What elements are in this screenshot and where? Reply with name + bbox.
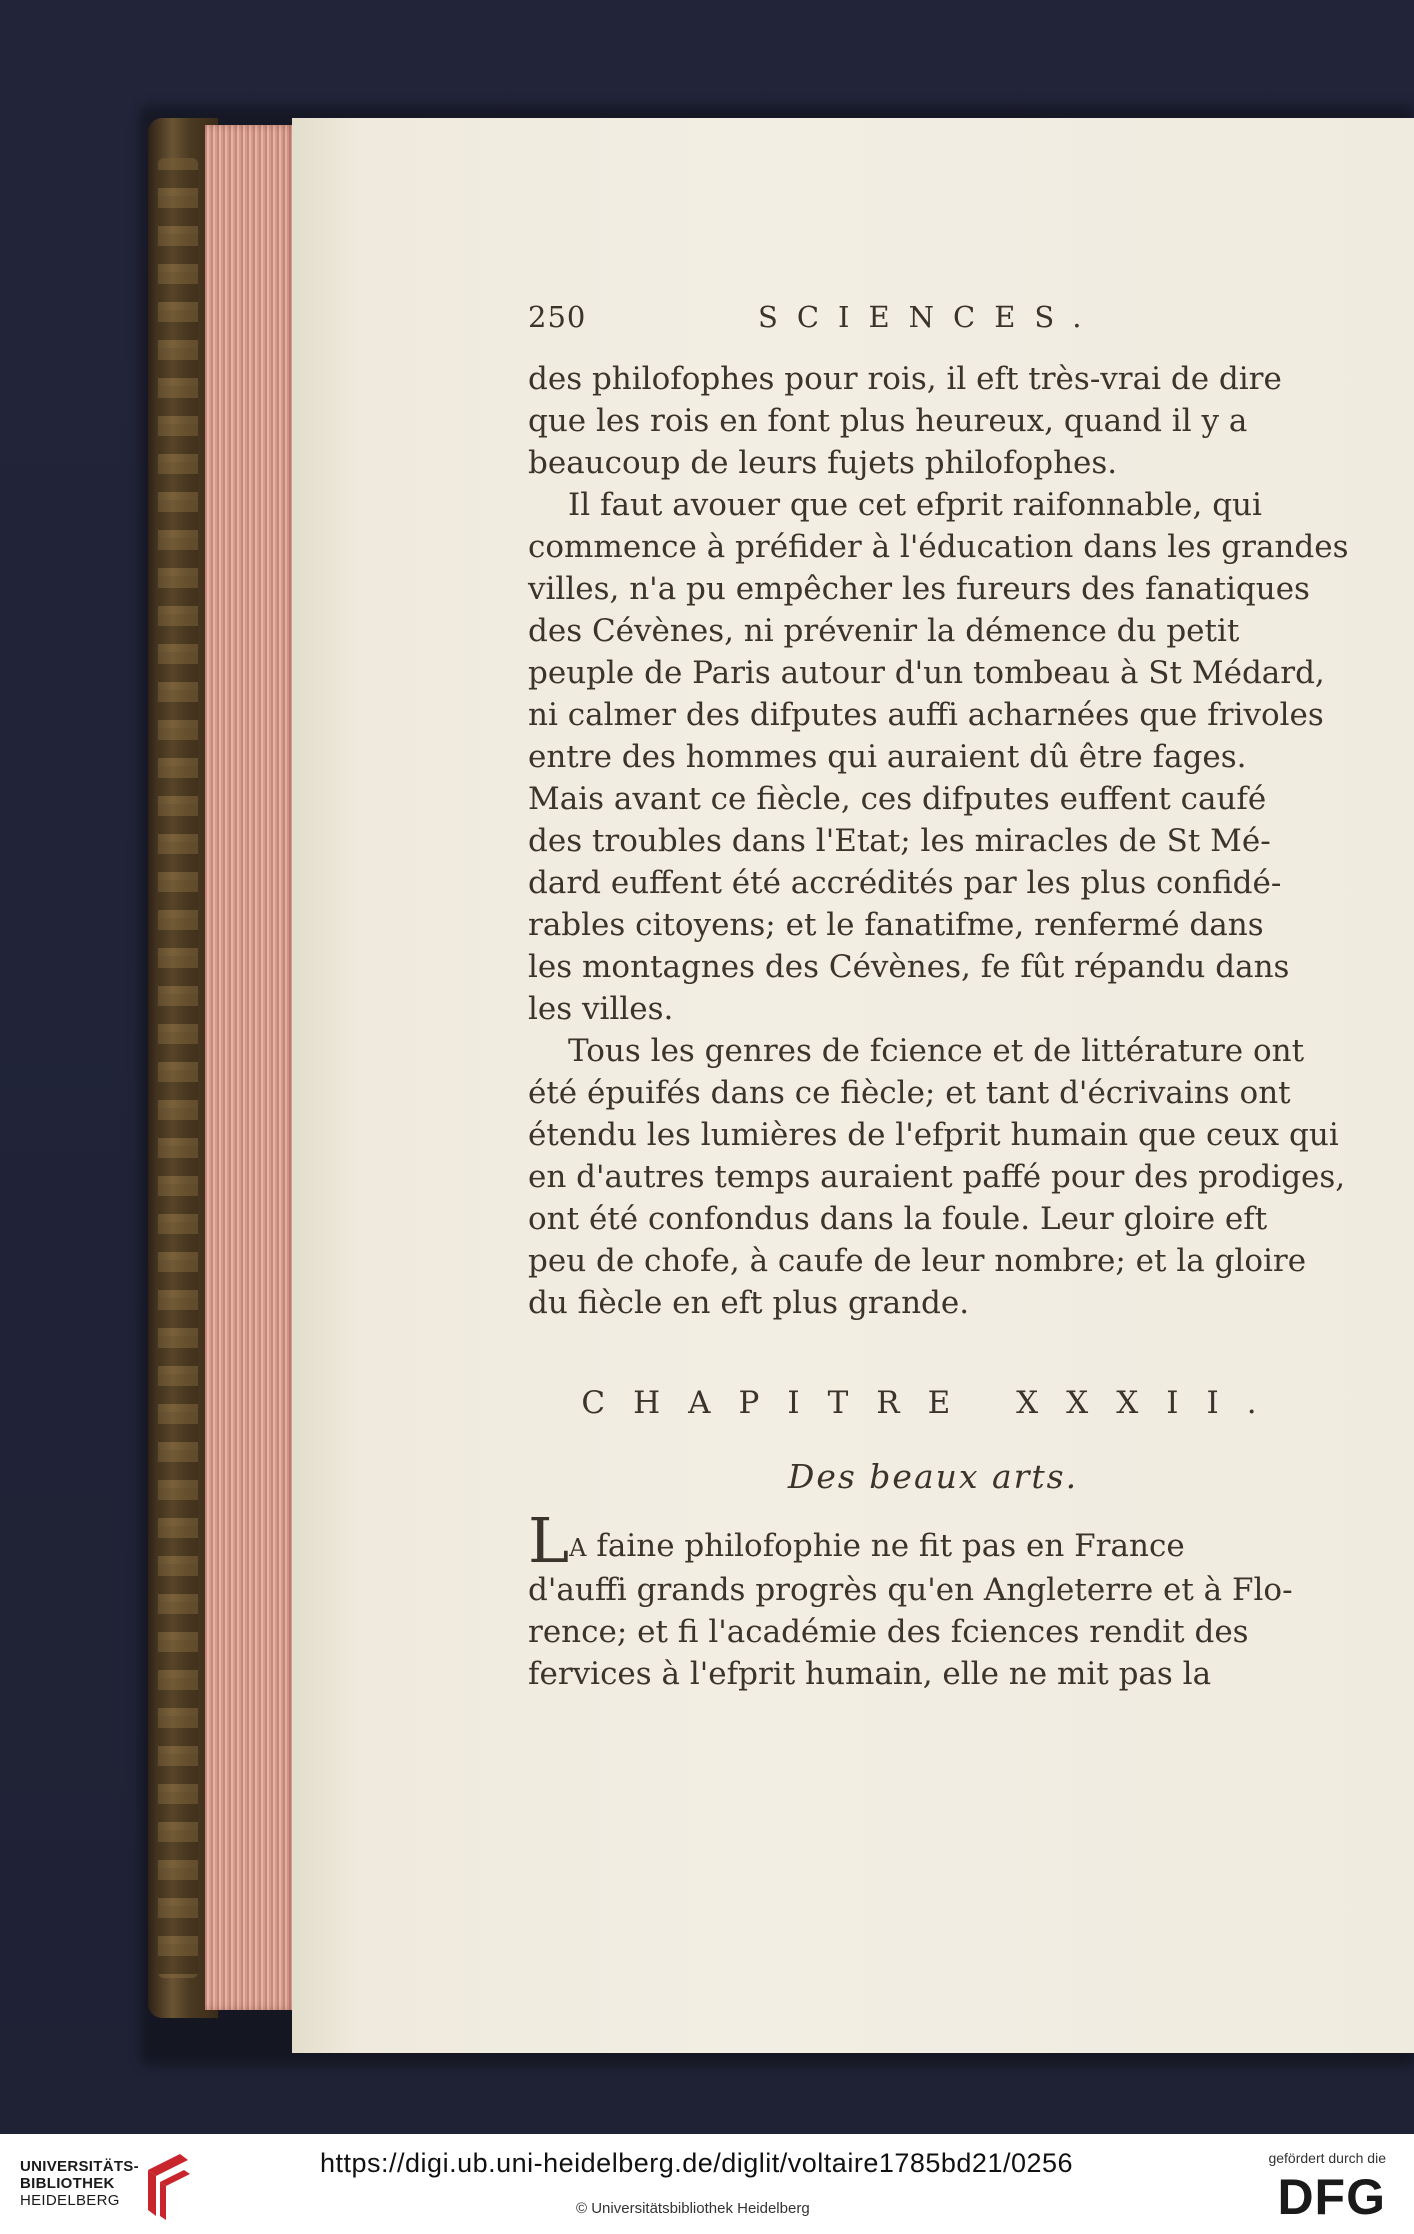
library-name	[20, 2158, 139, 2209]
text-line: des Cévènes, ni prévenir la démence du petit	[528, 613, 1240, 649]
text-line: du fiècle en eft plus grande.	[528, 1285, 970, 1321]
text-line: en d'autres temps auraient paffé pour des prodiges,	[528, 1159, 1346, 1195]
text-line: ont été confondus dans la foule. Leur gloire eft	[528, 1201, 1268, 1237]
text-line: des troubles dans l'Etat; les miracles de St Mé-	[528, 823, 1271, 859]
text-line: rables citoyens; et le fanatifme, renfermé dans	[528, 907, 1264, 943]
section-title: Des beaux arts.	[787, 1457, 1079, 1496]
text-line: des philofophes pour rois, il eft très-vrai de dire	[528, 361, 1282, 397]
text-line-rest: faine philofophie ne fit pas en France	[586, 1528, 1185, 1564]
page-text	[528, 300, 1349, 1695]
library-name-line: BIBLIOTHEK	[20, 2175, 115, 2192]
text-line: les villes.	[528, 991, 674, 1027]
viewer-footer	[0, 2134, 1414, 2234]
text-line: peu de chofe, à caufe de leur nombre; et la gloire	[528, 1243, 1307, 1279]
chapter-heading: CHAPITRE XXXII.	[581, 1385, 1285, 1421]
page-number: 250	[528, 300, 587, 334]
text-line: Tous les genres de fcience et de littérature ont	[568, 1033, 1305, 1069]
page-edges	[205, 125, 297, 2010]
running-title: SCIENCES.	[758, 300, 1101, 334]
text-line: que les rois en font plus heureux, quand il y a	[528, 403, 1248, 439]
library-name-line: UNIVERSITÄTS-	[20, 2158, 139, 2175]
text-line: d'auffi grands progrès qu'en Angleterre et à Flo-	[528, 1572, 1293, 1608]
text-line: Il faut avouer que cet efprit raifonnable, qui	[568, 487, 1262, 523]
library-name-line: HEIDELBERG	[20, 2192, 120, 2209]
permalink-url[interactable]: https://digi.ub.uni-heidelberg.de/diglit/voltaire1785bd21/0256	[320, 2148, 1074, 2178]
text-line	[528, 1504, 1338, 1577]
drop-cap: L	[528, 1504, 570, 1577]
text-line: fervices à l'efprit humain, elle ne mit pas la	[528, 1656, 1212, 1692]
text-line: dard euffent été accrédités par les plus confidé-	[528, 865, 1282, 901]
text-line: ni calmer des difputes auffi acharnées que frivoles	[528, 697, 1324, 733]
funder-caption: gefördert durch die	[1268, 2150, 1386, 2166]
text-line: entre des hommes qui auraient dû être fages.	[528, 739, 1247, 775]
text-line: été épuifés dans ce fiècle; et tant d'écrivains ont	[528, 1075, 1291, 1111]
text-line: peuple de Paris autour d'un tombeau à St Médard,	[528, 655, 1325, 691]
small-cap: A	[569, 1534, 587, 1562]
paragraph-4	[528, 1504, 1338, 1695]
running-head	[528, 300, 1338, 344]
library-logo-icon	[140, 2150, 196, 2222]
text-line: les montagnes des Cévènes, fe fût répandu dans	[528, 949, 1290, 985]
paragraph-1	[528, 358, 1338, 484]
text-line: Mais avant ce fiècle, ces difputes euffent caufé	[528, 781, 1267, 817]
paragraph-2	[528, 484, 1349, 1030]
text-line: villes, n'a pu empêcher les fureurs des fanatiques	[528, 571, 1310, 607]
text-line: beaucoup de leurs fujets philofophes.	[528, 445, 1118, 481]
copyright-notice: © Universitätsbibliothek Heidelberg	[576, 2200, 810, 2217]
text-line: rence; et fi l'académie des fciences rendit des	[528, 1614, 1249, 1650]
text-line: étendu les lumières de l'efprit humain que ceux qui	[528, 1117, 1339, 1153]
paragraph-3	[528, 1030, 1346, 1324]
dfg-logo: DFG	[1277, 2169, 1386, 2225]
text-line: commence à préfider à l'éducation dans les grandes	[528, 529, 1349, 565]
